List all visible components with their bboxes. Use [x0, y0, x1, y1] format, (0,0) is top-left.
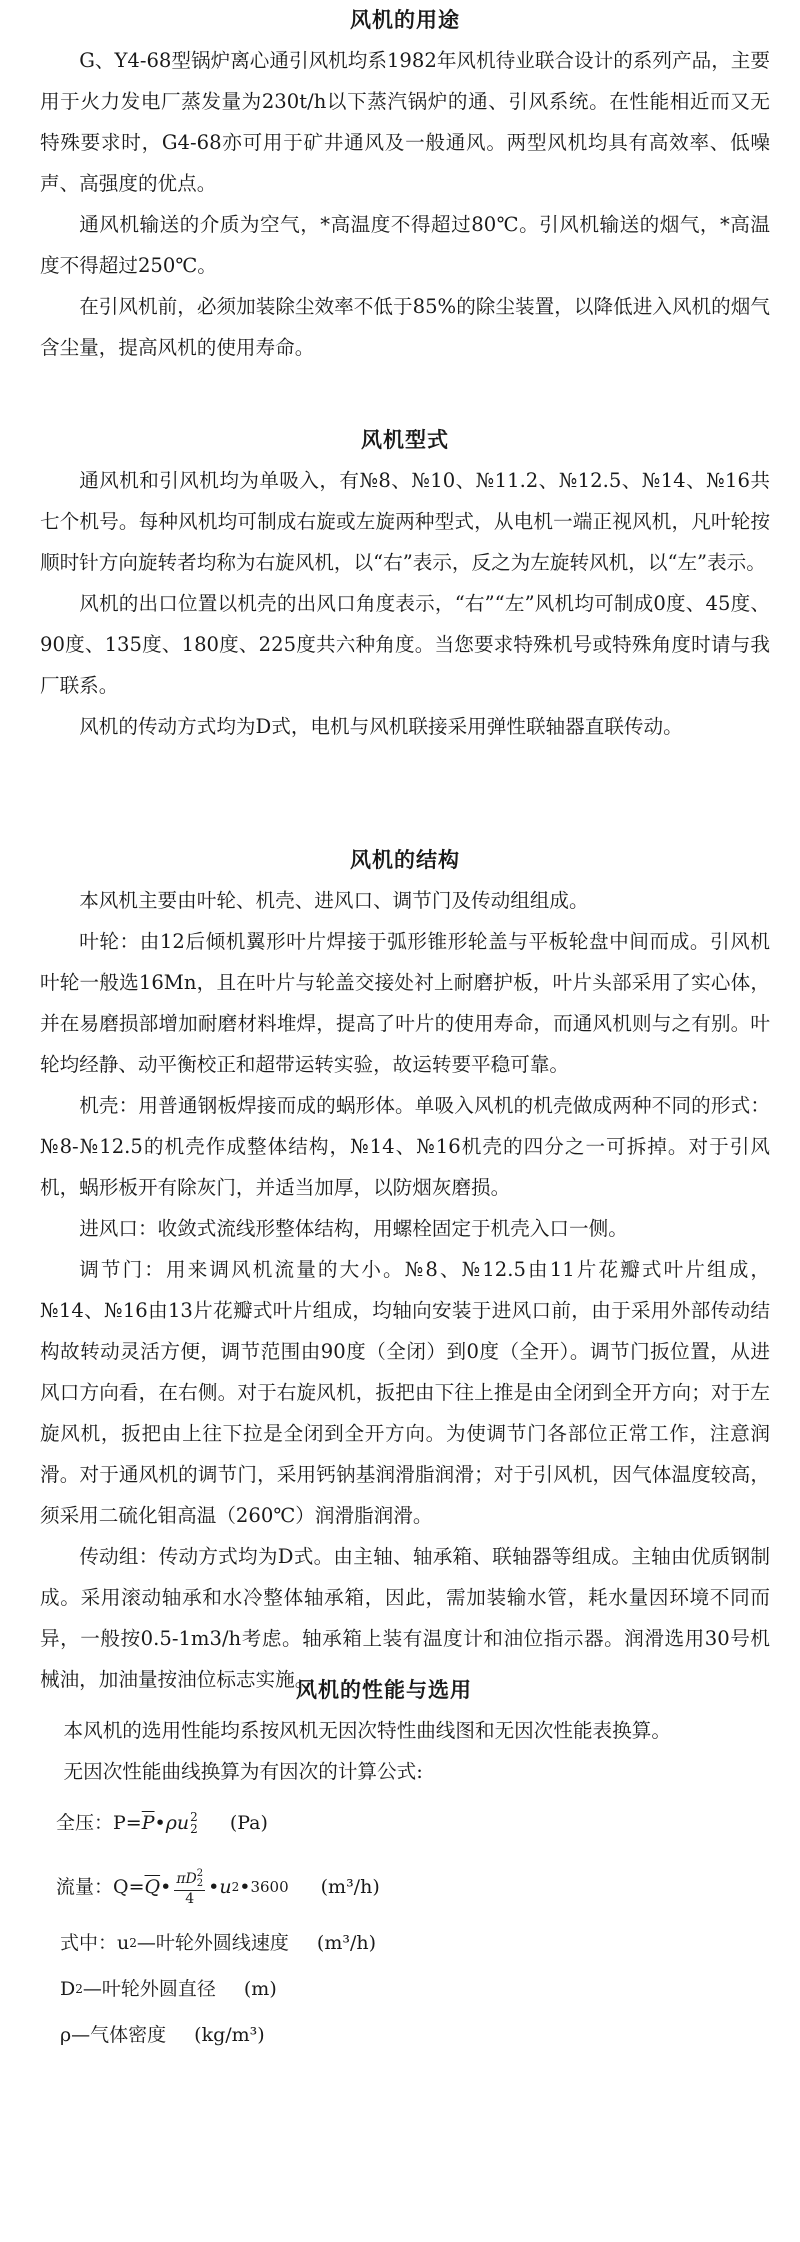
definition-u2-prefix: 式中：u [60, 1931, 130, 1954]
types-paragraph-1: 通风机和引风机均为单吸入，有№8、№10、№11.2、№12.5、№14、№16共七个机号。每种风机均可制成右旋或左旋两种型式，从电机一端正视风机，凡叶轮按顺时针方向旋转者均称为右旋风机，以“右”表示，反之为左旋转风机，以“左”表示。 [40, 469, 770, 574]
usage-paragraph-2: 通风机输送的介质为空气，*高温度不得超过80℃。引风机输送的烟气，*高温度不得超过250℃。 [40, 213, 770, 277]
definition-d2-text: —叶轮外圆直径 [82, 1977, 216, 2000]
section-title-structure: 风机的结构 [350, 847, 460, 872]
structure-paragraph-6: 传动组：传动方式均为D式。由主轴、轴承箱、联轴器等组成。主轴由优质钢制成。采用滚动轴承和水冷整体轴承箱，因此，需加装输水管，耗水量因环境不同而异，一般按0.5-1m3/h考虑。轴承箱上装有温度计和油位指示器。润滑选用30号机械油，加油量按油位标志实施。 [40, 1545, 770, 1691]
structure-paragraph-1: 本风机主要由叶轮、机壳、进风口、调节门及传动组组成。 [79, 889, 589, 912]
formula-d-sup: 2 [196, 1867, 204, 1879]
formula-dot-2: • [208, 1875, 220, 1898]
formula-q-lhs: Q= [113, 1875, 145, 1898]
definition-rho-text: ρ—气体密度 [60, 2023, 167, 2046]
section-title-usage: 风机的用途 [350, 7, 460, 32]
formula-total-pressure-unit: (Pa) [229, 1811, 268, 1834]
performance-paragraph-2: 无因次性能曲线换算为有因次的计算公式: [63, 1760, 423, 1783]
formula-d-sub: 2 [196, 1877, 204, 1889]
structure-paragraph-5: 调节门：用来调风机流量的大小。№8、№12.5由11片花瓣式叶片组成，№14、№16由13片花瓣式叶片组成，均轴向安装于进风口前，由于采用外部传动结构故转动灵活方便，调节范围由90度（全闭）到0度（全开）。调节门扳位置，从进风口方向看，在右侧。对于右旋风机，扳把由下往上推是由全闭到全开方向；对于左旋风机，扳把由上往下拉是全闭到全开方向。为使调节门各部位正常工作，注意润滑。对于通风机的调节门，采用钙钠基润滑脂润滑；对于引风机，因气体温度较高，须采用二硫化钼高温（260℃）润滑脂润滑。 [40, 1258, 770, 1527]
formula-u-sub: 2 [190, 1822, 198, 1836]
formula-u2: u [219, 1875, 232, 1898]
structure-paragraph-4: 进风口：收敛式流线形整体结构，用螺栓固定于机壳入口一侧。 [79, 1217, 628, 1240]
section-types [40, 420, 770, 840]
formula-dot: • [154, 1811, 166, 1834]
formula-rho: ρ [165, 1811, 177, 1834]
formula-fraction-numerator [174, 1869, 205, 1891]
formula-flow-rate-expression [113, 1869, 289, 1906]
definition-u2 [40, 1920, 770, 1966]
definition-rho [40, 2012, 770, 2058]
structure-paragraph-3: 机壳：用普通钢板焊接而成的蜗形体。单吸入风机的机壳做成两种不同的形式：№8-№12.5的机壳作成整体结构，№14、№16机壳的四分之一可拆掉。对于引风机，蜗形板开有除灰门，并适当加厚，以防烟灰磨损。 [40, 1094, 770, 1199]
formula-p-lhs: P= [113, 1811, 142, 1834]
usage-paragraph-1: G、Y4-68型锅炉离心通引风机均系1982年风机待业联合设计的系列产品，主要用于火力发电厂蒸发量为230t/h以下蒸汽锅炉的通、引风系统。在性能相近而又无特殊要求时，G4-68亦可用于矿井通风及一般通风。两型风机均具有高效率、低噪声、高强度的优点。 [40, 49, 770, 195]
formula-total-pressure-label: 全压： [56, 1811, 114, 1834]
performance-paragraph-1: 本风机的选用性能均系按风机无因次特性曲线图和无因次性能表换算。 [63, 1719, 671, 1742]
formula-constant: 3600 [250, 1877, 289, 1896]
formula-pi: π [176, 1870, 186, 1887]
formula-d: D [185, 1870, 197, 1887]
formula-fraction-denominator: 4 [185, 1890, 195, 1907]
formula-flow-rate [40, 1854, 770, 1920]
section-usage [40, 0, 770, 420]
formula-u: u [176, 1811, 190, 1834]
formula-fraction [174, 1869, 205, 1906]
formula-dot-3: • [239, 1875, 251, 1898]
formula-q-bar: $\overline{Q}$ [144, 1875, 161, 1898]
formula-total-pressure [40, 1792, 770, 1854]
definition-d2 [40, 1966, 770, 2012]
section-title-types: 风机型式 [361, 427, 449, 452]
definition-u2-sub: 2 [129, 1936, 137, 1950]
formula-total-pressure-expression [113, 1811, 198, 1835]
types-paragraph-3: 风机的传动方式均为D式，电机与风机联接采用弹性联轴器直联传动。 [79, 715, 683, 738]
section-performance [40, 1670, 770, 2242]
formula-flow-rate-label: 流量： [56, 1875, 114, 1898]
definition-d2-unit: (m) [243, 1977, 277, 2000]
definition-rho-unit: (kg/m³) [194, 2023, 265, 2046]
usage-paragraph-3: 在引风机前，必须加装除尘效率不低于85%的除尘装置，以降低进入风机的烟气含尘量，提高风机的使用寿命。 [40, 295, 770, 359]
formula-dot-1: • [160, 1875, 172, 1898]
formula-flow-rate-unit: (m³/h) [320, 1875, 380, 1898]
definition-d2-sub: 2 [75, 1982, 83, 1996]
formula-u2-sub: 2 [231, 1880, 240, 1894]
formula-u-sup: 2 [190, 1810, 198, 1824]
definition-u2-unit: (m³/h) [316, 1931, 377, 1954]
formula-p-bar: $\overline{P}$ [141, 1811, 155, 1834]
types-paragraph-2: 风机的出口位置以机壳的出风口角度表示，“右”“左”风机均可制成0度、45度、90度、135度、180度、225度共六种角度。当您要求特殊机号或特殊角度时请与我厂联系。 [40, 592, 770, 697]
section-title-performance: 风机的性能与选用 [296, 1677, 472, 1702]
structure-paragraph-2: 叶轮：由12后倾机翼形叶片焊接于弧形锥形轮盖与平板轮盘中间而成。引风机叶轮一般选16Mn，且在叶片与轮盖交接处衬上耐磨护板，叶片头部采用了实心体，并在易磨损部增加耐磨材料堆焊，提高了叶片的使用寿命，而通风机则与之有别。叶轮均经静、动平衡校正和超带运转实验，故运转要平稳可靠。 [40, 930, 770, 1076]
definition-u2-text: —叶轮外圆线速度 [136, 1931, 289, 1954]
definition-d2-prefix: D [60, 1977, 76, 2000]
